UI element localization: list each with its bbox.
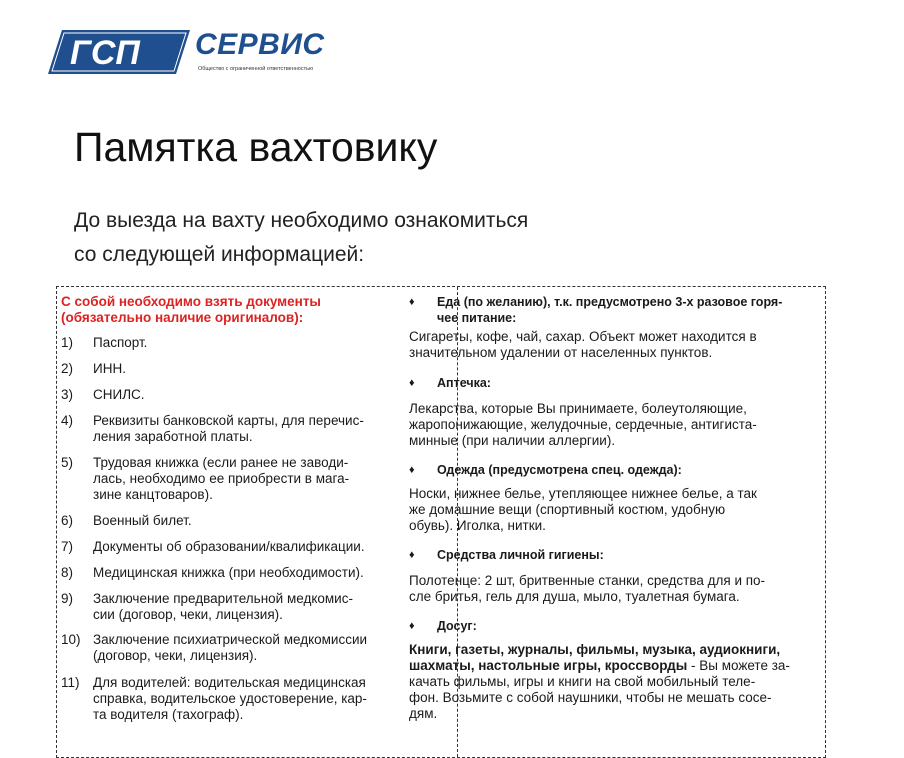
- diamond-bullet-icon: ♦: [409, 296, 415, 308]
- info-box: С собой необходимо взять документы (обязательно наличие оригиналов): 1) Паспорт. 2) ИНН. 3) СНИЛС. 4) Реквизиты банковской карты, для перечис- ления заработной платы. 5) Трудовая книжка (если ранее не заводи- лась, необходимо ее приобрести в мага- зине канцтоваров). 6) Военный билет. 7) Документы об образовании/квалификации. 8) Медицинская книжка (при необходимости). 9) Заключение предварительной медкомис- сии (договор, чеки, лицензия). 10) Заключение психиатрической медкомиссии (договор, чеки, лицензия). 11) Для водителей: водительская медицинская справка, водительское удостоверение, кар- та водителя (тахограф). ♦ Еда (по желанию), т.к. предусмотрено 3-х разовое горя- чее питание: Сигареты, кофе, чай, сахар. Объект может находится в значительном удалении от населенных пунктов. ♦ Аптечка: Лекарства, которые Вы принимаете, болеутоляющие, жаропонижающие, желудочные, сердечные, антигиста- минные (при наличии аллергии). ♦ Одежда (предусмотрена спец. одежда): Носки, нижнее белье, утепляющее нижнее белье, а так же домашние вещи (спортивный костюм, удобную обувь). Иголка, нитки. ♦ Средства личной гигиены: Полотенце: 2 шт, бритвенные станки, средства для и по- сле бритья, гель для душа, мыло, туалетная бумага. ♦ Досуг: Книги, газеты, журналы, фильмы, музыка, аудиокниги, шахматы, настольные игры, кроссворды - Вы можете за- качать фильмы, игры и книги на свой мобильный теле- фон. Возьмите с собой наушники, чтобы не мешать сосе- дям.: [56, 286, 826, 758]
- section-firstaid-body: Лекарства, которые Вы принимаете, болеутоляющие, жаропонижающие, желудочные, сердечные, антигиста- минные (при наличии аллергии).: [409, 401, 757, 448]
- page-title: Памятка вахтовику: [74, 124, 438, 170]
- diamond-bullet-icon: ♦: [409, 620, 415, 632]
- intro-line-2: со следующей информацией:: [74, 243, 365, 266]
- section-leisure-body: Книги, газеты, журналы, фильмы, музыка, аудиокниги, шахматы, настольные игры, кроссворды - Вы можете за- качать фильмы, игры и книги на свой мобильный теле- фон. Возьмите с собой наушники, чтобы не мешать сосе- дям.: [409, 642, 790, 721]
- diamond-bullet-icon: ♦: [409, 464, 415, 476]
- documents-header: С собой необходимо взять документы (обязательно наличие оригиналов):: [61, 294, 321, 325]
- diamond-bullet-icon: ♦: [409, 549, 415, 561]
- section-food-body: Сигареты, кофе, чай, сахар. Объект может находится в значительном удалении от населенных пунктов.: [409, 329, 757, 360]
- intro-line-1: До выезда на вахту необходимо ознакомиться: [74, 209, 529, 232]
- company-logo: [40, 26, 325, 80]
- section-hygiene-body: Полотенце: 2 шт, бритвенные станки, средства для и по- сле бритья, гель для душа, мыло, туалетная бумага.: [409, 573, 766, 604]
- section-clothes-body: Носки, нижнее белье, утепляющее нижнее белье, а так же домашние вещи (спортивный костюм, удобную обувь). Иголка, нитки.: [409, 486, 757, 533]
- gsp-logo-mark: [40, 26, 200, 76]
- logo-brand-right: СЕРВИС: [195, 28, 325, 61]
- logo-brand-left: ГСП: [70, 34, 140, 72]
- diamond-bullet-icon: ♦: [409, 377, 415, 389]
- logo-subtitle: Общество с ограниченной ответственностью: [198, 66, 314, 72]
- intro-text: [74, 204, 528, 272]
